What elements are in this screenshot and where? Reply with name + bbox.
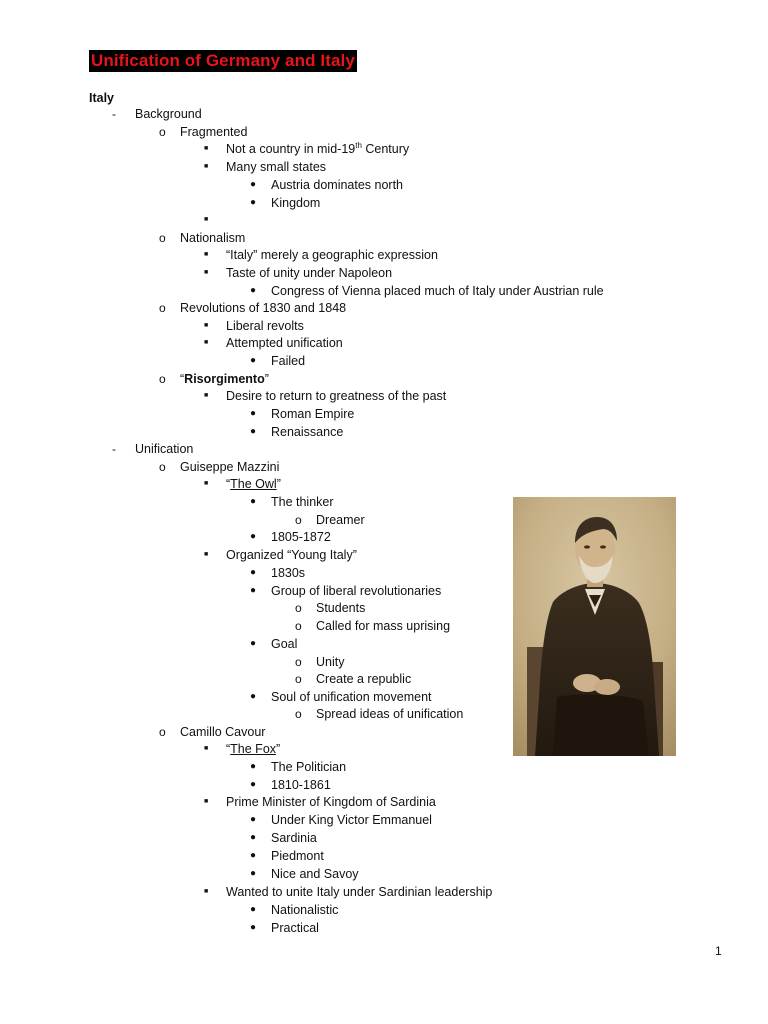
- superscript: th: [355, 140, 362, 150]
- square-bullet-icon: ■: [204, 339, 209, 346]
- circle-bullet-icon: o: [295, 513, 302, 527]
- outline-item-the-owl: [226, 476, 281, 492]
- dot-bullet-icon: ●: [250, 585, 257, 596]
- square-bullet-icon: ■: [204, 322, 209, 329]
- outline-item-cavour: Camillo Cavour: [180, 725, 266, 739]
- dot-bullet-icon: ●: [250, 691, 257, 702]
- dot-bullet-icon: ●: [250, 922, 257, 933]
- square-bullet-icon: ■: [204, 145, 209, 152]
- outline-item-attempted-unification: Attempted unification: [226, 336, 343, 350]
- outline-item-young-italy: Organized “Young Italy”: [226, 548, 357, 562]
- text-part: Not a country in mid-19: [226, 142, 356, 156]
- outline-item-mass-uprising: Called for mass uprising: [316, 619, 451, 633]
- square-bullet-icon: ■: [204, 798, 209, 805]
- page-number: 1: [715, 944, 722, 958]
- outline-item-politician: The Politician: [271, 760, 347, 774]
- outline-item-congress-vienna: Congress of Vienna placed much of Italy under Austrian rule: [271, 284, 604, 298]
- outline-item-fragmented: Fragmented: [180, 125, 248, 139]
- dot-bullet-icon: ●: [250, 355, 257, 366]
- dot-bullet-icon: ●: [250, 285, 257, 296]
- quote-mark: ”: [276, 742, 281, 756]
- circle-bullet-icon: o: [159, 301, 166, 315]
- outline-item-austria-north: Austria dominates north: [271, 178, 404, 192]
- circle-bullet-icon: o: [295, 655, 302, 669]
- section-heading-italy: Italy: [89, 91, 115, 105]
- outline-item-victor-emmanuel: Under King Victor Emmanuel: [271, 813, 432, 827]
- outline-item-republic: Create a republic: [316, 672, 412, 686]
- outline-item-not-country: [226, 141, 409, 157]
- outline-item-group-liberal: Group of liberal revolutionaries: [271, 584, 442, 598]
- dot-bullet-icon: ●: [250, 850, 257, 861]
- square-bullet-icon: ■: [204, 269, 209, 276]
- quote-mark: “: [226, 477, 231, 491]
- quote-mark: “: [180, 372, 185, 386]
- outline-item-taste-unity: Taste of unity under Napoleon: [226, 266, 393, 280]
- outline-item-roman-empire: Roman Empire: [271, 407, 355, 421]
- outline-item-wanted-unite: Wanted to unite Italy under Sardinian leadership: [226, 885, 493, 899]
- square-bullet-icon: ■: [204, 251, 209, 258]
- square-bullet-icon: ■: [204, 745, 209, 752]
- outline-item-failed: Failed: [271, 354, 306, 368]
- outline-item-spread-ideas: Spread ideas of unification: [316, 707, 464, 721]
- outline-item-soul: Soul of unification movement: [271, 690, 432, 704]
- circle-bullet-icon: o: [159, 125, 166, 139]
- dot-bullet-icon: ●: [250, 179, 257, 190]
- dot-bullet-icon: ●: [250, 761, 257, 772]
- outline-item-1830s: 1830s: [271, 566, 306, 580]
- outline-item-unification: Unification: [135, 442, 194, 456]
- outline-item-background: Background: [135, 107, 202, 121]
- outline-item-piedmont: Piedmont: [271, 849, 324, 863]
- square-bullet-icon: ■: [204, 216, 209, 223]
- outline-item-prime-minister: Prime Minister of Kingdom of Sardinia: [226, 795, 436, 809]
- outline-item-many-small-states: Many small states: [226, 160, 327, 174]
- dot-bullet-icon: ●: [250, 779, 257, 790]
- dot-bullet-icon: ●: [250, 426, 257, 437]
- outline-item-desire-return: Desire to return to greatness of the past: [226, 389, 447, 403]
- dot-bullet-icon: ●: [250, 638, 257, 649]
- circle-bullet-icon: o: [159, 231, 166, 245]
- text-part: Century: [361, 142, 410, 156]
- dot-bullet-icon: ●: [250, 832, 257, 843]
- quote-mark: “: [226, 742, 231, 756]
- outline-item-kingdom: Kingdom: [271, 196, 321, 210]
- dot-bullet-icon: ●: [250, 197, 257, 208]
- outline-item-sardinia: Sardinia: [271, 831, 317, 845]
- dot-bullet-icon: ●: [250, 496, 257, 507]
- circle-bullet-icon: o: [295, 672, 302, 686]
- circle-bullet-icon: o: [295, 707, 302, 721]
- circle-bullet-icon: o: [295, 601, 302, 615]
- dot-bullet-icon: ●: [250, 814, 257, 825]
- outline-item-dreamer: Dreamer: [316, 513, 365, 527]
- outline-item-italy-geographic: “Italy” merely a geographic expression: [226, 248, 438, 262]
- outline-item-cavour-years: 1810-1861: [271, 778, 331, 792]
- outline-item-unity: Unity: [316, 655, 345, 669]
- dot-bullet-icon: ●: [250, 904, 257, 915]
- circle-bullet-icon: o: [159, 725, 166, 739]
- portrait-photo-icon: [513, 497, 676, 756]
- owl-nickname: The Owl: [230, 477, 277, 491]
- outline-item-liberal-revolts: Liberal revolts: [226, 319, 304, 333]
- square-bullet-icon: ■: [204, 163, 209, 170]
- page-title: Unification of Germany and Italy: [91, 51, 355, 70]
- dot-bullet-icon: ●: [250, 868, 257, 879]
- outline-item-thinker: The thinker: [271, 495, 334, 509]
- outline-item-nationalistic: Nationalistic: [271, 903, 339, 917]
- circle-bullet-icon: o: [159, 372, 166, 386]
- outline-item-mazzini-years: 1805-1872: [271, 530, 331, 544]
- quote-mark: ”: [276, 477, 281, 491]
- fox-nickname: The Fox: [230, 742, 277, 756]
- dot-bullet-icon: ●: [250, 408, 257, 419]
- outline-item-practical: Practical: [271, 921, 319, 935]
- dash-bullet-icon: -: [112, 442, 116, 456]
- dot-bullet-icon: ●: [250, 567, 257, 578]
- outline-item-revolutions: Revolutions of 1830 and 1848: [180, 301, 347, 315]
- quote-mark: ”: [264, 372, 269, 386]
- dash-bullet-icon: -: [112, 107, 116, 121]
- square-bullet-icon: ■: [204, 480, 209, 487]
- outline-item-the-fox: [226, 741, 280, 757]
- dot-bullet-icon: ●: [250, 531, 257, 542]
- circle-bullet-icon: o: [295, 619, 302, 633]
- outline-item-mazzini: Guiseppe Mazzini: [180, 460, 280, 474]
- outline-item-risorgimento: [180, 371, 269, 387]
- outline-item-nationalism: Nationalism: [180, 231, 246, 245]
- risorgimento-term: Risorgimento: [184, 372, 265, 386]
- square-bullet-icon: ■: [204, 888, 209, 895]
- outline-item-goal: Goal: [271, 637, 298, 651]
- outline-item-renaissance: Renaissance: [271, 425, 344, 439]
- outline-item-students: Students: [316, 601, 366, 615]
- square-bullet-icon: ■: [204, 551, 209, 558]
- circle-bullet-icon: o: [159, 460, 166, 474]
- square-bullet-icon: ■: [204, 392, 209, 399]
- outline-item-nice-savoy: Nice and Savoy: [271, 867, 359, 881]
